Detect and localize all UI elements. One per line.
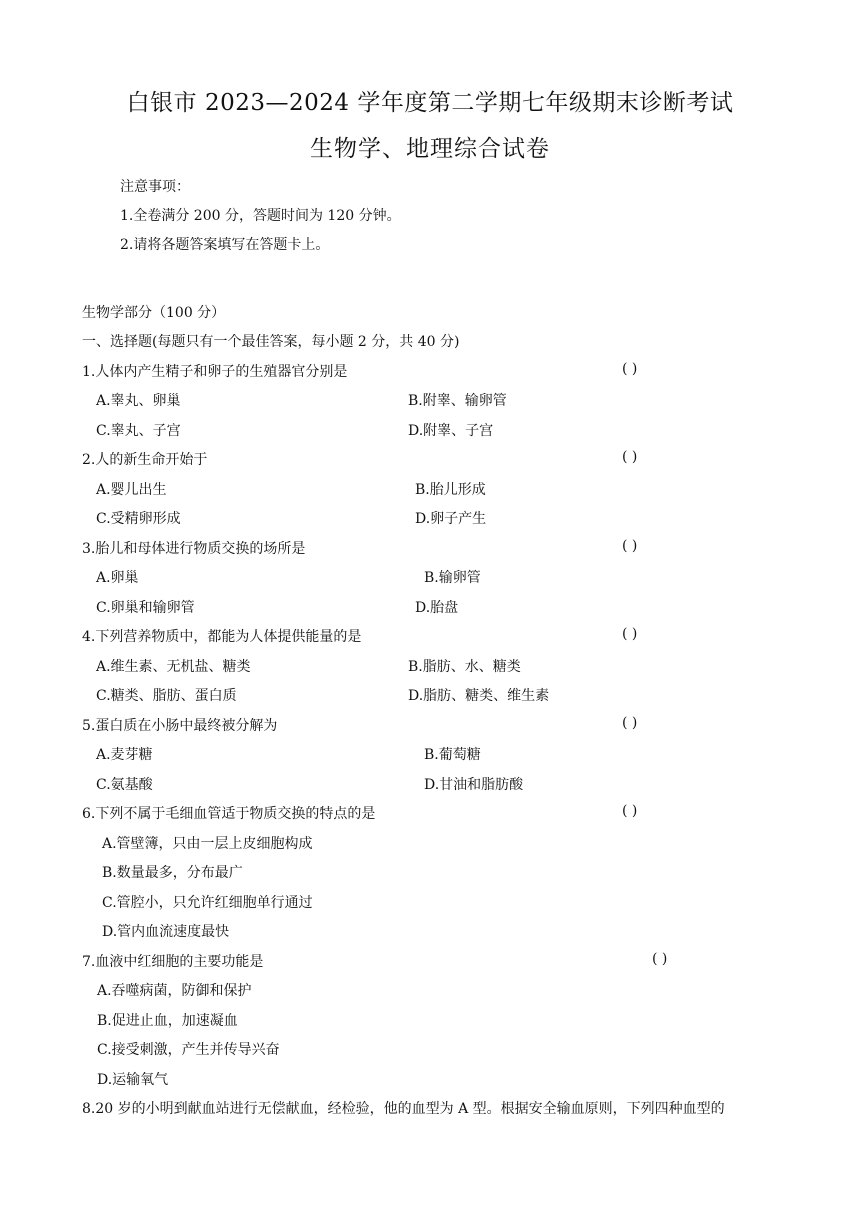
question-4-option-c: C.糖类、脂肪、蛋白质 bbox=[96, 688, 237, 704]
question-4-stem: 4.下列营养物质中，都能为人体提供能量的是 bbox=[82, 629, 362, 645]
question-1-option-c: C.睾丸、子宫 bbox=[96, 423, 181, 439]
question-5-option-b: B.葡萄糖 bbox=[424, 747, 481, 763]
question-7-stem: 7.血液中红细胞的主要功能是 bbox=[82, 954, 264, 970]
question-5-option-a: A.麦芽糖 bbox=[96, 747, 153, 763]
question-2-option-c: C.受精卵形成 bbox=[96, 511, 181, 527]
notice-item-1: 1.全卷满分 200 分，答题时间为 120 分钟。 bbox=[120, 208, 401, 224]
question-7-option-a: A.吞噬病菌，防御和保护 bbox=[97, 983, 252, 999]
question-1-answer-paren: ( ) bbox=[622, 361, 638, 377]
question-6-option-c: C.管腔小，只允许红细胞单行通过 bbox=[102, 895, 313, 911]
question-3-option-a: A.卵巢 bbox=[96, 570, 139, 586]
question-6-option-b: B.数量最多，分布最广 bbox=[102, 865, 243, 881]
question-3-option-b: B.输卵管 bbox=[424, 570, 481, 586]
question-7-option-d: D.运输氧气 bbox=[97, 1072, 169, 1088]
question-1-stem: 1.人体内产生精子和卵子的生殖器官分别是 bbox=[82, 364, 348, 380]
question-6-option-a: A.管壁簿，只由一层上皮细胞构成 bbox=[102, 836, 313, 852]
exam-title: 白银市 2023—2024 学年度第二学期七年级期末诊断考试 bbox=[126, 90, 734, 116]
question-7-option-b: B.促进止血，加速凝血 bbox=[97, 1013, 238, 1029]
question-6-option-d: D.管内血流速度最快 bbox=[102, 924, 230, 940]
question-2-stem: 2.人的新生命开始于 bbox=[82, 452, 208, 468]
question-6-stem: 6.下列不属于毛细血管适于物质交换的特点的是 bbox=[82, 806, 376, 822]
question-1-option-b: B.附睾、输卵管 bbox=[408, 393, 507, 409]
question-4-option-b: B.脂肪、水、糖类 bbox=[408, 659, 521, 675]
question-2-option-b: B.胎儿形成 bbox=[415, 482, 486, 498]
question-5-stem: 5.蛋白质在小肠中最终被分解为 bbox=[82, 718, 278, 734]
biology-part-heading: 生物学部分（100 分） bbox=[82, 305, 226, 321]
question-4-answer-paren: ( ) bbox=[622, 626, 638, 642]
question-3-stem: 3.胎儿和母体进行物质交换的场所是 bbox=[82, 541, 306, 557]
question-2-option-a: A.婴儿出生 bbox=[96, 482, 167, 498]
question-7-option-c: C.接受刺激，产生并传导兴奋 bbox=[97, 1042, 280, 1058]
notice-heading: 注意事项： bbox=[120, 179, 190, 195]
question-4-option-d: D.脂肪、糖类、维生素 bbox=[408, 688, 550, 704]
question-1-option-d: D.附睾、子宫 bbox=[408, 423, 494, 439]
question-2-answer-paren: ( ) bbox=[622, 449, 638, 465]
question-4-option-a: A.维生素、无机盐、糖类 bbox=[96, 659, 251, 675]
question-3-option-d: D.胎盘 bbox=[415, 600, 459, 616]
question-8-stem: 8.20 岁的小明到献血站进行无偿献血，经检验，他的血型为 A 型。根据安全输血原则，下列四种血型的 bbox=[82, 1101, 725, 1117]
question-5-option-c: C.氨基酸 bbox=[96, 777, 153, 793]
question-5-answer-paren: ( ) bbox=[622, 715, 638, 731]
exam-subtitle: 生物学、地理综合试卷 bbox=[310, 136, 550, 162]
question-5-option-d: D.甘油和脂肪酸 bbox=[424, 777, 524, 793]
question-6-answer-paren: ( ) bbox=[622, 803, 638, 819]
question-1-option-a: A.睾丸、卵巢 bbox=[96, 393, 181, 409]
question-7-answer-paren: ( ) bbox=[652, 951, 668, 967]
notice-item-2: 2.请将各题答案填写在答题卡上。 bbox=[120, 237, 330, 253]
question-3-answer-paren: ( ) bbox=[622, 538, 638, 554]
question-3-option-c: C.卵巢和输卵管 bbox=[96, 600, 195, 616]
question-2-option-d: D.卵子产生 bbox=[415, 511, 487, 527]
section-heading: 一、选择题(每题只有一个最佳答案，每小题 2 分，共 40 分) bbox=[82, 334, 460, 350]
